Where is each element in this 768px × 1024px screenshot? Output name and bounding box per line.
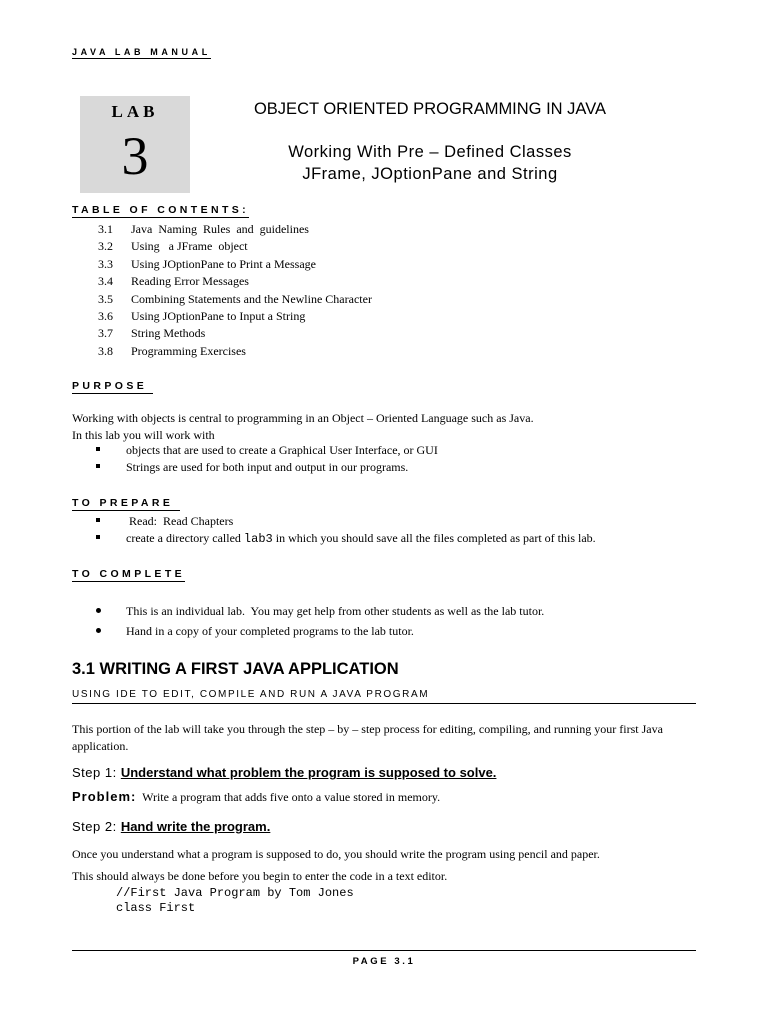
complete-bullet <box>96 601 544 621</box>
footer-divider <box>72 950 696 951</box>
lab-title: OBJECT ORIENTED PROGRAMMING IN JAVA <box>253 100 607 118</box>
step-2-label: Step 2: <box>72 819 121 834</box>
purpose-bullet-text: Strings are used for both input and output in our programs. <box>126 460 409 474</box>
round-bullet-icon <box>96 628 101 633</box>
toc-heading: TABLE OF CONTENTS: <box>72 204 250 216</box>
lab-subtitle-line1: Working With Pre – Defined Classes <box>288 143 572 161</box>
lab-number: 3 <box>121 126 149 186</box>
complete-heading: TO COMPLETE <box>72 568 186 580</box>
problem-statement <box>72 788 440 806</box>
lab-word: LAB <box>111 102 159 121</box>
prepare-bullet-text: Read: Read Chapters <box>126 514 234 528</box>
toc-item-number: 3.4 <box>98 274 113 289</box>
toc-item-number: 3.8 <box>98 343 113 358</box>
lab-number-box <box>80 96 190 193</box>
complete-bullets <box>96 601 544 641</box>
prepare-bullet <box>96 513 596 530</box>
toc-item-text: Programming Exercises <box>131 343 246 358</box>
purpose-bullet-text: objects that are used to create a Graphical User Interface, or GUI <box>126 443 438 457</box>
toc-item <box>98 343 372 360</box>
step-1-label: Step 1: <box>72 765 121 780</box>
step-2-text: Hand write the program. <box>120 819 271 834</box>
lab-subtitle-line2: JFrame, JOptionPane and String <box>302 165 558 183</box>
step-2 <box>72 819 270 834</box>
toc-item-text: Using JOptionPane to Input a String <box>131 309 306 324</box>
toc-item-text: Using JOptionPane to Print a Message <box>131 256 316 271</box>
toc-item-number: 3.3 <box>98 256 113 271</box>
prepare-bullet <box>96 530 596 548</box>
purpose-bullets <box>96 442 438 476</box>
toc-item-text: Using a JFrame object <box>131 239 248 254</box>
manual-header: JAVA LAB MANUAL <box>72 47 211 57</box>
round-bullet-icon <box>96 608 101 613</box>
toc-item-number: 3.5 <box>98 291 113 306</box>
section-3-1-intro <box>72 721 752 754</box>
step-2-line1: Once you understand what a program is supposed to do, you should write the program using pencil and paper. <box>72 847 600 861</box>
toc-item-text: Java Naming Rules and guidelines <box>131 222 309 236</box>
section-divider <box>72 703 696 704</box>
purpose-bullet <box>96 442 438 459</box>
code-sample <box>116 886 354 916</box>
square-bullet-icon <box>96 535 100 539</box>
complete-bullet-text: This is an individual lab. You may get help from other students as well as the lab tutor. <box>126 604 545 618</box>
section-3-1-subtitle: USING IDE TO EDIT, COMPILE AND RUN A JAVA PROGRAM <box>72 689 430 700</box>
square-bullet-icon <box>96 447 100 451</box>
square-bullet-icon <box>96 464 100 468</box>
toc-item <box>98 325 372 342</box>
toc-item-number: 3.2 <box>98 239 113 254</box>
code-line: class First <box>116 901 196 915</box>
intro-line1: This portion of the lab will take you through the step – by – step process for editing, compiling, and running your first Java <box>72 722 663 736</box>
purpose-heading <box>72 380 153 394</box>
complete-bullet-text: Hand in a copy of your completed programs to the lab tutor. <box>126 624 414 638</box>
toc-item <box>98 308 372 325</box>
step-2-paragraph <box>72 843 752 887</box>
square-bullet-icon <box>96 518 100 522</box>
step-1 <box>72 765 496 780</box>
problem-label: Problem: <box>72 789 137 804</box>
purpose-paragraph <box>72 410 752 443</box>
prepare-heading-text: TO PREPARE <box>72 497 174 509</box>
toc-item-text: Reading Error Messages <box>131 274 249 289</box>
complete-bullet <box>96 621 544 641</box>
purpose-heading-text: PURPOSE <box>72 380 148 392</box>
purpose-line1: Working with objects is central to programming in an Object – Oriented Language such as Java. <box>72 411 534 425</box>
prepare-bullets <box>96 513 596 548</box>
directory-name-code: lab3 <box>243 532 273 546</box>
toc-item-number: 3.7 <box>98 326 113 341</box>
code-line: //First Java Program by Tom Jones <box>116 886 354 900</box>
prepare-heading <box>72 497 180 511</box>
toc-item <box>98 273 372 290</box>
toc-item-text: String Methods <box>131 326 206 341</box>
step-2-line2: This should always be done before you begin to enter the code in a text editor. <box>72 869 448 883</box>
toc-item-number: 3.6 <box>98 309 113 324</box>
toc-item-number: 3.1 <box>98 222 113 236</box>
toc-item <box>98 221 372 238</box>
intro-line2: application. <box>72 738 129 753</box>
page-number: PAGE 3.1 <box>352 956 416 967</box>
problem-text: Write a program that adds five onto a value stored in memory. <box>136 790 441 804</box>
purpose-line2: In this lab you will work with <box>72 427 215 442</box>
prepare-bullet-text-end: in which you should save all the files completed as part of this lab. <box>272 531 596 545</box>
toc-item-text: Combining Statements and the Newline Character <box>131 291 372 306</box>
toc-item <box>98 238 372 255</box>
toc-item <box>98 291 372 308</box>
toc-list <box>98 221 372 360</box>
toc-item <box>98 256 372 273</box>
step-1-text: Understand what problem the program is supposed to solve. <box>120 765 497 780</box>
prepare-bullet-text: create a directory called <box>126 531 244 545</box>
lab-subtitle <box>200 141 660 185</box>
purpose-bullet <box>96 459 438 476</box>
section-3-1-title: 3.1 WRITING A FIRST JAVA APPLICATION <box>72 660 399 678</box>
